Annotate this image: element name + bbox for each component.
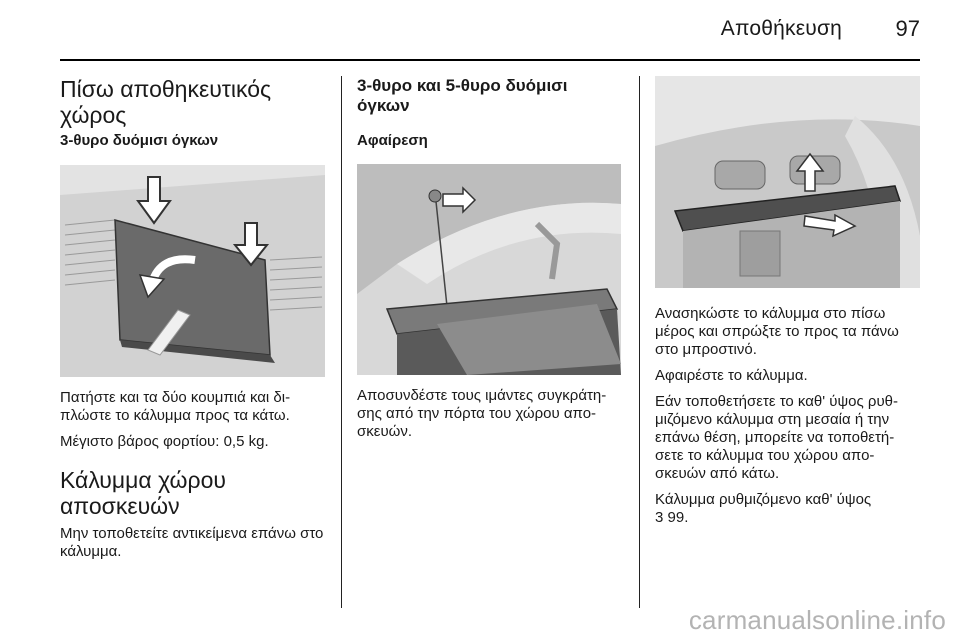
- folding-cover-illustration: [60, 165, 325, 377]
- paragraph: Μέγιστο βάρος φορτίου: 0,5 kg.: [60, 433, 269, 450]
- column-divider-2: [639, 76, 640, 608]
- column-1: [60, 76, 325, 561]
- reference-text: Κάλυμμα ρυθμιζόμενο καθ' ύψος: [655, 491, 872, 508]
- cargo-cover-svg: [655, 76, 920, 288]
- column-2: [357, 76, 623, 441]
- section-title: Αφαίρεση: [357, 132, 428, 149]
- section-heading: Πίσω αποθηκευτικός χώρος: [60, 76, 272, 128]
- column-3: [655, 76, 920, 527]
- subheading: 3-θυρο δυόμισι όγκων: [60, 132, 219, 149]
- page-reference-link[interactable]: 99.: [667, 509, 689, 526]
- folding-cover-svg: [60, 165, 325, 377]
- header-title: Αποθήκευση: [720, 17, 842, 40]
- page-ref-arrow-icon: 3: [655, 509, 664, 526]
- page-header: [0, 0, 960, 60]
- paragraph: Πατήστε και τα δύο κουμπιά και δι-πλώστε το κάλυμμα προς τα κάτω.: [60, 389, 291, 424]
- watermark: carmanualsonline.info: [688, 605, 946, 635]
- paragraph: Ανασηκώστε το κάλυμμα στο πίσω μέρος και σπρώξτε το προς τα πάνω στο μπροστινό.: [655, 305, 899, 358]
- paragraph: Αφαιρέστε το κάλυμμα.: [655, 367, 808, 384]
- subheading: 3-θυρο και 5-θυρο δυόμισι όγκων: [357, 76, 568, 115]
- paragraph: [655, 491, 920, 527]
- column-divider-1: [341, 76, 342, 608]
- paragraph: Μην τοποθετείτε αντικείμενα επάνω στο κάλυμμα.: [60, 525, 324, 560]
- section-heading: Κάλυμμα χώρου αποσκευών: [60, 467, 226, 519]
- paragraph: Εάν τοποθετήσετε το καθ' ύψος ρυθ-μιζόμενο κάλυμμα στη μεσαία ή την επάνω θέση, μπορείτε να τοποθετή-σετε το κάλυμμα του χώρου απο-σκευών από κάτω.: [655, 393, 898, 482]
- tailgate-strap-svg: [357, 164, 621, 375]
- header-rule: [60, 59, 920, 61]
- tailgate-strap-illustration: [357, 164, 621, 375]
- paragraph: Αποσυνδέστε τους ιμάντες συγκράτη-σης από την πόρτα του χώρου απο-σκευών.: [357, 387, 607, 440]
- page-number: 97: [895, 16, 920, 41]
- cargo-cover-illustration: [655, 76, 920, 288]
